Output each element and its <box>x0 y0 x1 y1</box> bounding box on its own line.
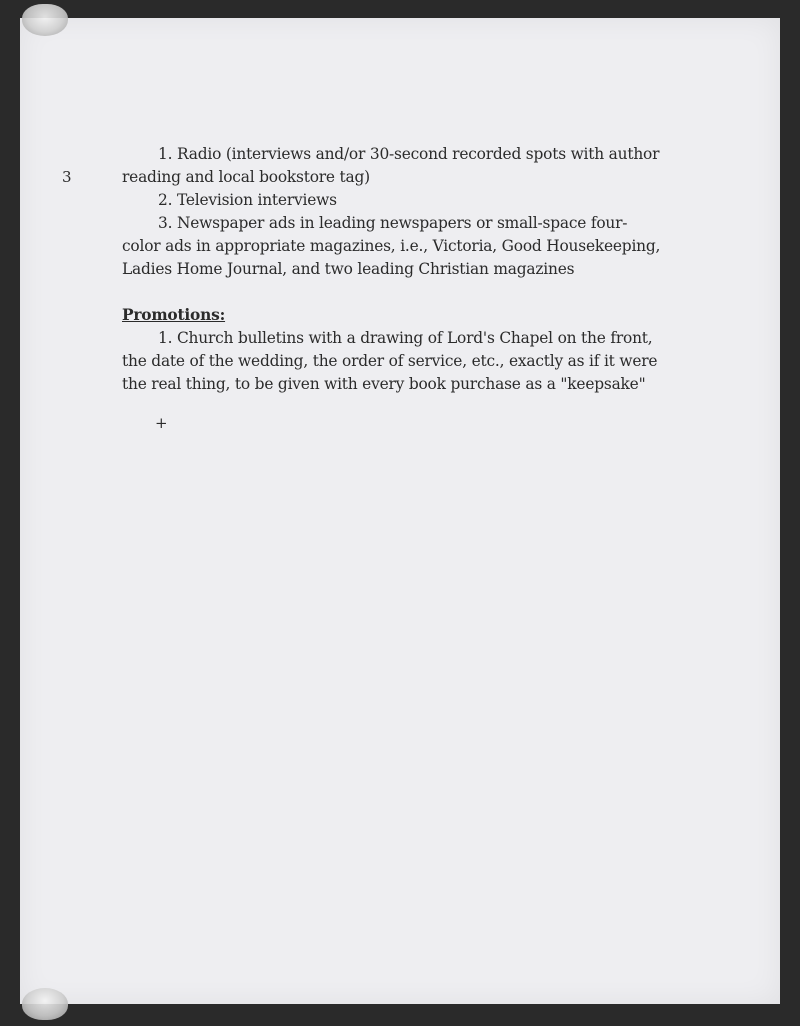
clip-bottom <box>22 988 68 1020</box>
item-church-bulletins: 1. Church bulletins with a drawing of Lord's Chapel on the front, the date of the wedding, the order of service, etc., exactly as if it were the real thing, to be given with every book purchase as a "keepsake" <box>122 329 658 393</box>
clip-top <box>22 4 68 36</box>
item-radio: 1. Radio (interviews and/or 30-second recorded spots with author reading and local bookstore tag) <box>122 145 660 186</box>
document-body <box>122 143 662 396</box>
item-newspaper: 3. Newspaper ads in leading newspapers or small-space four-color ads in appropriate magazines, i.e., Victoria, Good Housekeeping, Ladies Home Journal, and two leading Christian magazines <box>122 214 661 278</box>
promotions-heading: Promotions: <box>122 306 226 324</box>
plus-mark: + <box>155 414 168 432</box>
margin-number: 3 <box>62 168 72 186</box>
item-television: 2. Television interviews <box>158 191 337 209</box>
